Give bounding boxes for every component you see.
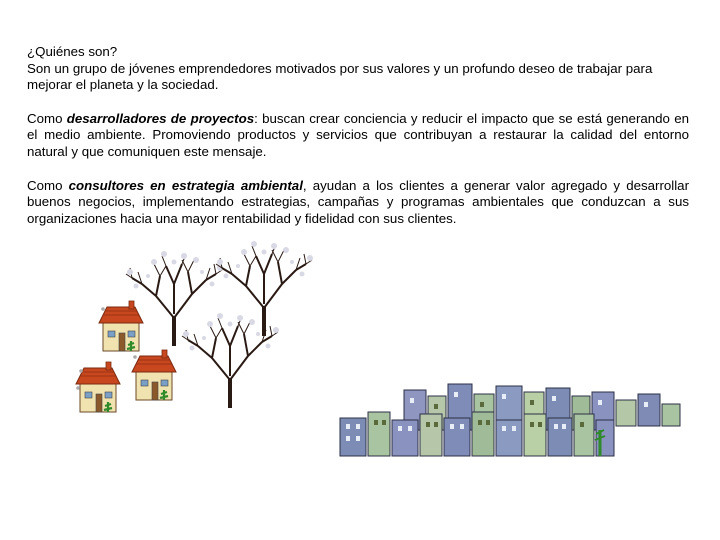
bare-tree-icon: [126, 251, 223, 346]
intro-question: ¿Quiénes son?: [27, 44, 118, 59]
consultants-text: , ayudan a los clientes a generar valor agregado y desarrollar buenos negocios, implementando estrategias, campañas y programas ambientales que conduzcan a sus organizaciones hacia una mayor rentabilidad y fidelidad con sus clientes.: [27, 177, 690, 226]
developers-prefix: Como: [27, 110, 67, 126]
intro-answer: Son un grupo de jóvenes emprendedores motivados por sus valores y un profundo deseo de trabajar para mejorar el planeta y la sociedad.: [27, 60, 653, 93]
house-icon: [132, 350, 176, 400]
house-icon: [99, 301, 143, 351]
city-skyline-icon: [340, 384, 680, 456]
consultants-term: consultores en estrategia ambiental: [68, 177, 303, 193]
house-icon: [76, 362, 120, 412]
consultants-prefix: Como: [27, 177, 69, 193]
developers-text: : buscan crear conciencia y reducir el impacto que se está generando en el medio ambiente. Promoviendo productos y servicios que contribuyan a restaurar la calidad del entorno natural y que comuniquen este mensaje.: [27, 110, 690, 159]
developers-term: desarrolladores de proyectos: [66, 110, 255, 126]
